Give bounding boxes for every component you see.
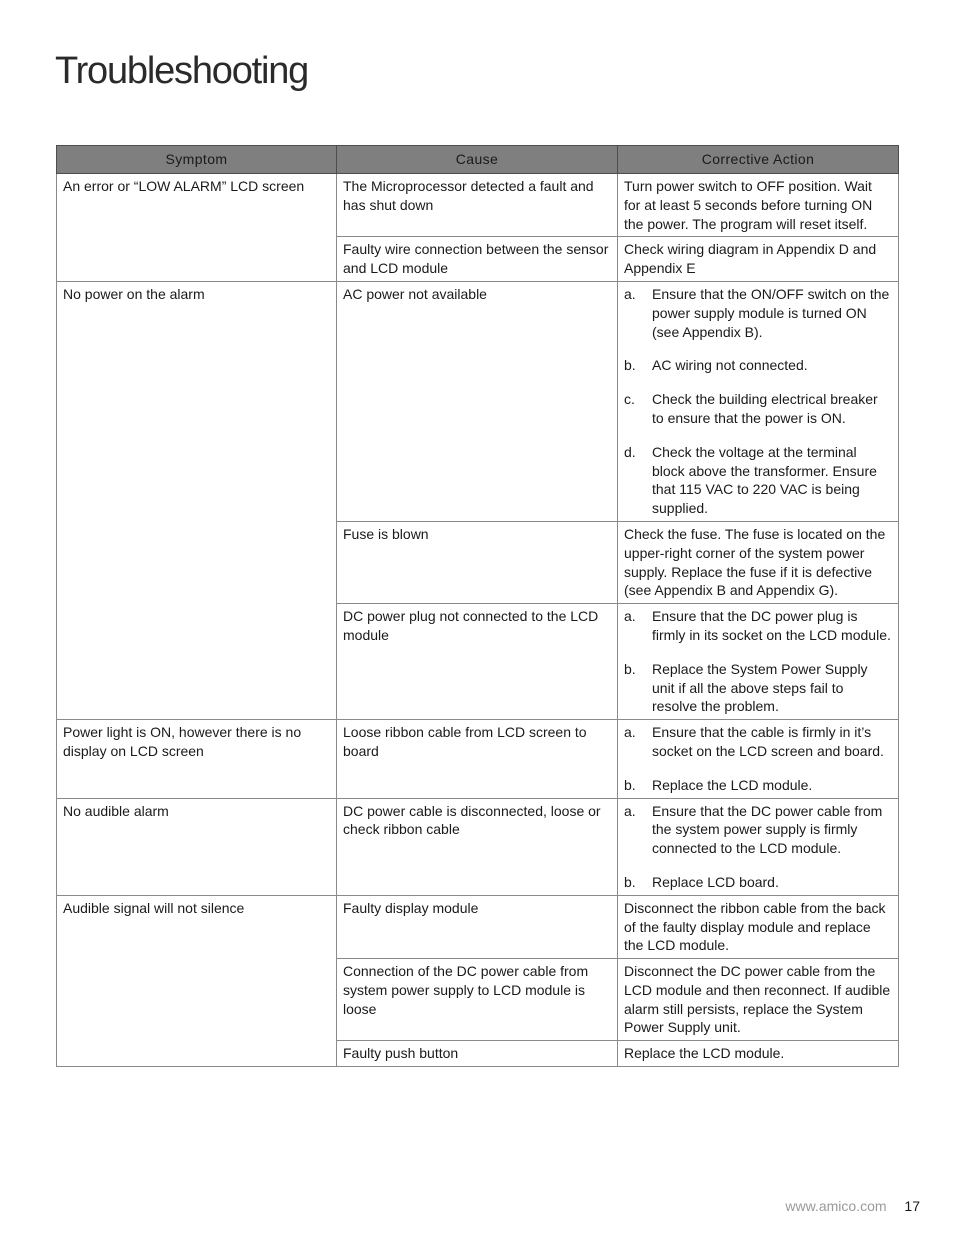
step-text: Check the voltage at the terminal block above the transformer. Ensure that 115 VAC to 220 VAC is being supplied.	[652, 443, 877, 517]
action-step	[624, 873, 892, 892]
step-letter: b.	[624, 660, 636, 677]
action-steps	[624, 802, 892, 892]
step-letter: d.	[624, 443, 636, 460]
troubleshooting-table	[56, 145, 899, 1067]
footer-website: www.amico.com	[785, 1198, 887, 1214]
action-step	[624, 390, 892, 428]
step-text: Ensure that the cable is firmly in it’s socket on the LCD screen and board.	[652, 724, 884, 759]
cause-cell: Faulty wire connection between the sensor and LCD module	[337, 237, 618, 282]
step-letter: a.	[624, 724, 636, 741]
step-letter: b.	[624, 873, 636, 890]
symptom-cell: No audible alarm	[57, 798, 337, 895]
step-letter: c.	[624, 391, 635, 408]
page-title: Troubleshooting	[55, 50, 309, 92]
action-step	[624, 723, 892, 761]
step-text: Ensure that the DC power cable from the system power supply is firmly connected to the LCD module.	[652, 802, 883, 857]
action-cell: Replace the LCD module.	[618, 1041, 899, 1067]
header-corrective-action: Corrective Action	[618, 146, 899, 174]
step-text: Replace the System Power Supply unit if all the above steps fail to resolve the problem.	[652, 660, 868, 715]
action-step	[624, 802, 892, 858]
cause-cell: Faulty display module	[337, 895, 618, 958]
table-row	[57, 720, 899, 798]
action-cell: Disconnect the ribbon cable from the back of the faulty display module and replace the LCD module.	[618, 895, 899, 958]
table-row	[57, 895, 899, 958]
cause-cell: Connection of the DC power cable from system power supply to LCD module is loose	[337, 959, 618, 1041]
table-row	[57, 174, 899, 237]
action-cell	[618, 604, 899, 720]
step-text: Ensure that the ON/OFF switch on the power supply module is turned ON (see Appendix B).	[652, 285, 890, 340]
cause-cell: The Microprocessor detected a fault and has shut down	[337, 174, 618, 237]
action-step	[624, 356, 892, 375]
step-text: AC wiring not connected.	[652, 357, 808, 374]
action-cell: Disconnect the DC power cable from the LCD module and then reconnect. If audible alarm still persists, replace the System Power Supply unit.	[618, 959, 899, 1041]
action-step	[624, 660, 892, 716]
action-cell	[618, 798, 899, 895]
action-cell: Check the fuse. The fuse is located on the upper-right corner of the system power supply. Replace the fuse if it is defective (see Appendix B and Appendix G).	[618, 521, 899, 603]
step-letter: a.	[624, 608, 636, 625]
action-step	[624, 285, 892, 341]
action-cell: Check wiring diagram in Appendix D and Appendix E	[618, 237, 899, 282]
cause-cell: DC power plug not connected to the LCD module	[337, 604, 618, 720]
table-row	[57, 281, 899, 521]
action-cell: Turn power switch to OFF position. Wait for at least 5 seconds before turning ON the power. The program will reset itself.	[618, 174, 899, 237]
action-steps	[624, 607, 892, 716]
step-text: Check the building electrical breaker to ensure that the power is ON.	[652, 391, 878, 426]
cause-cell: Fuse is blown	[337, 521, 618, 603]
symptom-cell: No power on the alarm	[57, 281, 337, 719]
symptom-cell: Power light is ON, however there is no display on LCD screen	[57, 720, 337, 798]
table-header-row	[57, 146, 899, 174]
step-letter: a.	[624, 802, 636, 819]
step-letter: b.	[624, 357, 636, 374]
header-cause: Cause	[337, 146, 618, 174]
step-letter: b.	[624, 776, 636, 793]
step-text: Ensure that the DC power plug is firmly in its socket on the LCD module.	[652, 608, 891, 643]
action-steps	[624, 285, 892, 518]
page-footer	[785, 1198, 920, 1214]
action-step	[624, 776, 892, 795]
step-letter: a.	[624, 285, 636, 302]
symptom-cell: Audible signal will not silence	[57, 895, 337, 1066]
page-number: 17	[904, 1198, 920, 1214]
action-step	[624, 607, 892, 645]
cause-cell: AC power not available	[337, 281, 618, 521]
table-row	[57, 798, 899, 895]
action-cell	[618, 720, 899, 798]
step-text: Replace LCD board.	[652, 873, 779, 890]
action-step	[624, 443, 892, 518]
cause-cell: DC power cable is disconnected, loose or check ribbon cable	[337, 798, 618, 895]
step-text: Replace the LCD module.	[652, 776, 813, 793]
cause-cell: Loose ribbon cable from LCD screen to board	[337, 720, 618, 798]
cause-cell: Faulty push button	[337, 1041, 618, 1067]
header-symptom: Symptom	[57, 146, 337, 174]
action-cell	[618, 281, 899, 521]
symptom-cell: An error or “LOW ALARM” LCD screen	[57, 174, 337, 282]
action-steps	[624, 723, 892, 794]
